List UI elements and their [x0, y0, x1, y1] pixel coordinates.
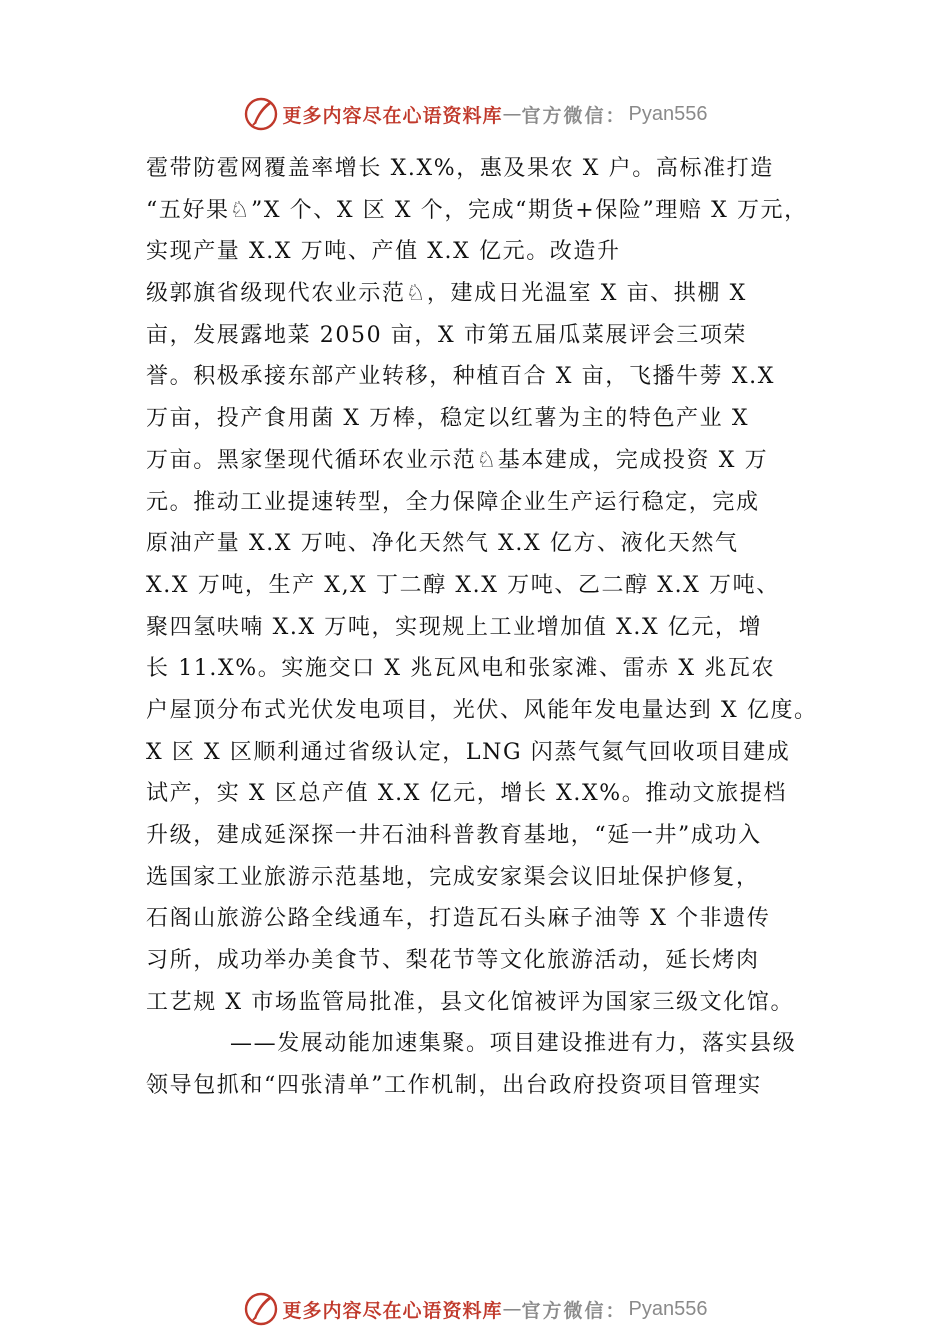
body-line: 户屋顶分布式光伏发电项目，光伏、风能年发电量达到 X 亿度。: [146, 697, 818, 723]
body-line: 试产，实 X 区总产值 X.X 亿元，增长 X.X%。推动文旅提档: [146, 781, 787, 807]
body-line: 元。推动工业提速转型，全力保障企业生产运行稳定，完成: [146, 489, 760, 515]
body-line: 工艺规 X 市场监管局批准，县文化馆被评为国家三级文化馆。: [146, 989, 795, 1015]
banner-contact-label: 官方微信：: [521, 104, 627, 127]
body-line: 习所，成功举办美食节、梨花节等文化旅游活动，延长烤肉: [146, 948, 760, 974]
body-line: 雹带防雹网覆盖率增长 X.X%，惠及果农 X 户。高标准打造: [146, 156, 774, 181]
body-line: 誉。积极承接东部产业转移，种植百合 X 亩，飞播牛蒡 X.X: [146, 364, 775, 390]
body-line: 万亩。黑家堡现代循环农业示范♘基本建成，完成投资 X 万: [146, 447, 769, 473]
body-line: 长 11.X%。实施交口 X 兆瓦风电和张家滩、雷赤 X 兆瓦农: [146, 656, 776, 682]
body-line: 石阁山旅游公路全线通车，打造瓦石头麻子油等 X 个非遗传: [146, 906, 771, 932]
body-line: 升级，建成延深探一井石油科普教育基地，“延一井”成功入: [146, 823, 762, 848]
body-line: 亩，发展露地菜 2050 亩，X 市第五届瓜菜展评会三项荣: [146, 322, 748, 348]
body-line: 原油产量 X.X 万吨、净化天然气 X.X 亿方、液化天然气: [146, 531, 739, 557]
body-line: 领导包抓和“四张清单”工作机制，出台政府投资项目管理实: [146, 1073, 762, 1099]
body-line: X.X 万吨，生产 X,X 丁二醇 X.X 万吨、乙二醇 X.X 万吨、: [146, 572, 780, 598]
banner-contact-label: 官方微信：: [521, 1299, 627, 1322]
body-line: “五好果♘”X 个、X 区 X 个，完成“期货+保险”理赔 X 万元，: [146, 197, 808, 223]
banner-separator: —: [502, 1298, 522, 1320]
banner-contact-id: Pyan556: [628, 1297, 708, 1320]
banner-title: 更多内容尽在心语资料库: [282, 1299, 503, 1322]
quill-logo-icon: [243, 1291, 279, 1327]
body-line: 聚四氢呋喃 X.X 万吨，实现规上工业增加值 X.X 亿元，增: [146, 614, 763, 640]
body-line: 级郭旗省级现代农业示范♘，建成日光温室 X 亩、拱棚 X: [146, 281, 747, 307]
footer-banner: [0, 1289, 950, 1329]
document-body: [146, 148, 816, 1107]
body-line: 实现产量 X.X 万吨、产值 X.X 亿元。改造升: [146, 239, 621, 265]
quill-logo-icon: [243, 96, 279, 132]
body-line: 万亩，投产食用菌 X 万棒，稳定以红薯为主的特色产业 X: [146, 406, 750, 432]
body-line: X 区 X 区顺利通过省级认定，LNG 闪蒸气氦气回收项目建成: [146, 739, 791, 765]
banner-separator: —: [502, 103, 522, 125]
body-line: 选国家工业旅游示范基地，完成安家渠会议旧址保护修复，: [146, 864, 760, 890]
header-banner: [0, 94, 950, 134]
banner-contact-id: Pyan556: [628, 102, 708, 125]
body-line-indented: ——发展动能加速集聚。项目建设推进有力，落实县级: [230, 1031, 797, 1057]
banner-title: 更多内容尽在心语资料库: [282, 104, 503, 127]
